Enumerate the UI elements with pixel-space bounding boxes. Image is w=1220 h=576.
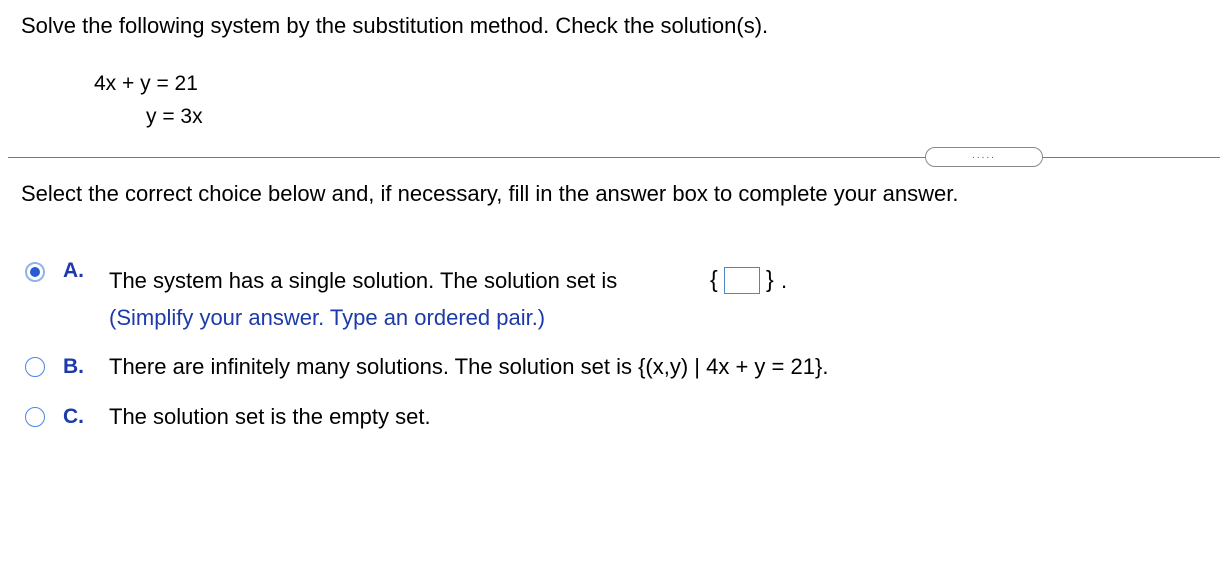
choice-a-letter: A. [63,259,84,282]
equation-2: y = 3x [146,105,203,128]
answer-period: . [781,268,788,293]
choice-a-text: The system has a single solution. The solution set is [109,268,618,293]
choice-a-hint: (Simplify your answer. Type an ordered pair.) [109,305,546,330]
choice-b-text: There are infinitely many solutions. The solution set is {(x,y) | 4x + y = 21}. [109,354,829,379]
more-dots-icon: ..... [972,149,996,161]
equation-1: 4x + y = 21 [94,72,198,95]
choice-b-letter: B. [63,355,84,378]
question-instruction: Solve the following system by the substitution method. Check the solution(s). [21,13,769,38]
more-options-button[interactable] [925,147,1043,167]
open-brace: { [710,266,718,292]
choice-c-radio[interactable] [25,407,45,427]
close-brace: } [766,266,774,292]
choice-a-radio[interactable] [25,262,45,282]
choice-c-text: The solution set is the empty set. [109,404,431,429]
choice-c-letter: C. [63,405,84,428]
choice-b-radio[interactable] [25,357,45,377]
answer-input-box[interactable] [724,267,760,294]
select-instruction: Select the correct choice below and, if necessary, fill in the answer box to complete your answer. [21,181,959,206]
